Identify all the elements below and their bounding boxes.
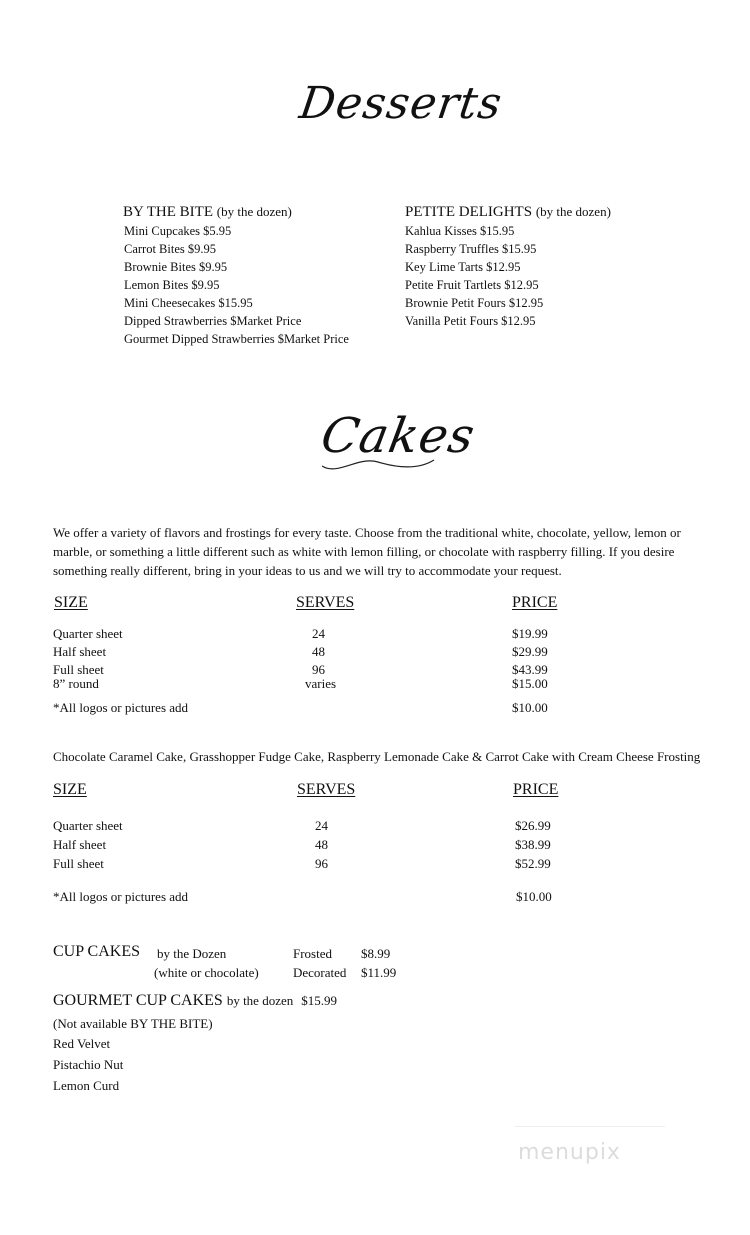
table2-serves-header: SERVES (297, 781, 356, 798)
table-row-size: Full sheet (53, 856, 104, 871)
petite-delights-title: PETITE DELIGHTS (405, 204, 533, 220)
petite-delights-list (405, 222, 543, 330)
gourmet-cupcakes-line (53, 992, 337, 1010)
table-row-serves: 24 (312, 626, 325, 641)
watermark-rule (515, 1126, 665, 1128)
table-row-size: Half sheet (53, 837, 107, 852)
cupcakes-option-price: $11.99 (361, 965, 397, 980)
table1-serves-header: SERVES (296, 594, 355, 611)
list-item: Lemon Bites $9.95 (124, 278, 220, 292)
desserts-title: Desserts (296, 78, 506, 129)
table-row-price: $19.99 (512, 626, 548, 641)
table-row-serves: 96 (315, 856, 328, 871)
table1-price-header: PRICE (512, 594, 558, 611)
by-the-bite-note: (by the dozen) (216, 204, 292, 219)
cupcakes-heading: CUP CAKES (53, 943, 140, 960)
by-the-bite-title: BY THE BITE (123, 204, 213, 220)
watermark-logo: menupix (518, 1140, 621, 1165)
table-row-size: Full sheet (53, 662, 104, 677)
list-item: Petite Fruit Tartlets $12.95 (405, 278, 539, 292)
list-item: Brownie Bites $9.95 (124, 260, 228, 274)
table-row-price: $15.00 (512, 676, 548, 691)
list-item: Carrot Bites $9.95 (124, 242, 217, 256)
gourmet-cupcakes-price: $15.99 (301, 993, 337, 1008)
table2-logo-price: $10.00 (516, 889, 552, 904)
table1-size-header: SIZE (54, 594, 88, 611)
table-row-size: 8” round (53, 676, 99, 691)
table-row-size: Quarter sheet (53, 818, 123, 833)
list-item: Dipped Strawberries $Market Price (124, 314, 302, 328)
petite-delights-heading (405, 204, 611, 221)
list-item: Lemon Curd (53, 1078, 120, 1093)
cakes-title: Cakes (317, 408, 480, 464)
gourmet-cupcakes-heading: GOURMET CUP CAKES (53, 992, 223, 1009)
table-row-serves: 48 (312, 644, 325, 659)
table-row-size: Half sheet (53, 644, 107, 659)
table-row-price: $43.99 (512, 662, 548, 677)
cupcakes-option-label: Frosted (293, 946, 332, 961)
list-item: Mini Cheesecakes $15.95 (124, 296, 253, 310)
list-item: Mini Cupcakes $5.95 (124, 224, 232, 238)
table2-size-header: SIZE (53, 781, 87, 798)
list-item: Raspberry Truffles $15.95 (405, 242, 537, 256)
list-item: Pistachio Nut (53, 1057, 124, 1072)
specialty-cakes-line: Chocolate Caramel Cake, Grasshopper Fudge Cake, Raspberry Lemonade Cake & Carrot Cake with Cream Cheese Frosting (53, 749, 701, 764)
table2-price-header: PRICE (513, 781, 559, 798)
list-item: Vanilla Petit Fours $12.95 (405, 314, 536, 328)
table-row-serves: varies (305, 676, 337, 691)
table-row-serves: 24 (315, 818, 328, 833)
list-item: Gourmet Dipped Strawberries $Market Price (124, 332, 349, 346)
table-row-serves: 96 (312, 662, 325, 677)
table-row-price: $29.99 (512, 644, 548, 659)
cakes-intro: We offer a variety of flavors and frostings for every taste. Choose from the traditional white, chocolate, yellow, lemon or marble, or something a little different such as white with lemon filling, or chocolate with raspberry filling. If you desire something really different, bring in your ideas to us and we will try to accommodate your request. (53, 525, 681, 578)
table-row-price: $38.99 (515, 837, 551, 852)
list-item: Brownie Petit Fours $12.95 (405, 296, 544, 310)
by-the-bite-list (124, 222, 349, 348)
gourmet-cupcakes-by-dozen: by the dozen (226, 993, 294, 1008)
table-row-serves: 48 (315, 837, 328, 852)
table1-logo-price: $10.00 (512, 700, 548, 715)
cupcakes-flavor-note: (white or chocolate) (154, 965, 259, 980)
list-item: Kahlua Kisses $15.95 (405, 224, 515, 238)
table-row-price: $26.99 (515, 818, 551, 833)
table-row-size: Quarter sheet (53, 626, 123, 641)
table1-logo-note: *All logos or pictures add (53, 700, 189, 715)
cupcakes-option-price: $8.99 (361, 946, 391, 961)
list-item: Key Lime Tarts $12.95 (405, 260, 521, 274)
list-item: Red Velvet (53, 1036, 111, 1051)
gourmet-availability-note: (Not available BY THE BITE) (53, 1016, 213, 1031)
by-the-bite-heading (123, 204, 292, 221)
cupcakes-by-dozen: by the Dozen (157, 946, 227, 961)
table-row-price: $52.99 (515, 856, 551, 871)
petite-delights-note: (by the dozen) (535, 204, 611, 219)
cupcakes-option-label: Decorated (293, 965, 347, 980)
cakes-flourish (318, 436, 438, 476)
table2-logo-note: *All logos or pictures add (53, 889, 189, 904)
